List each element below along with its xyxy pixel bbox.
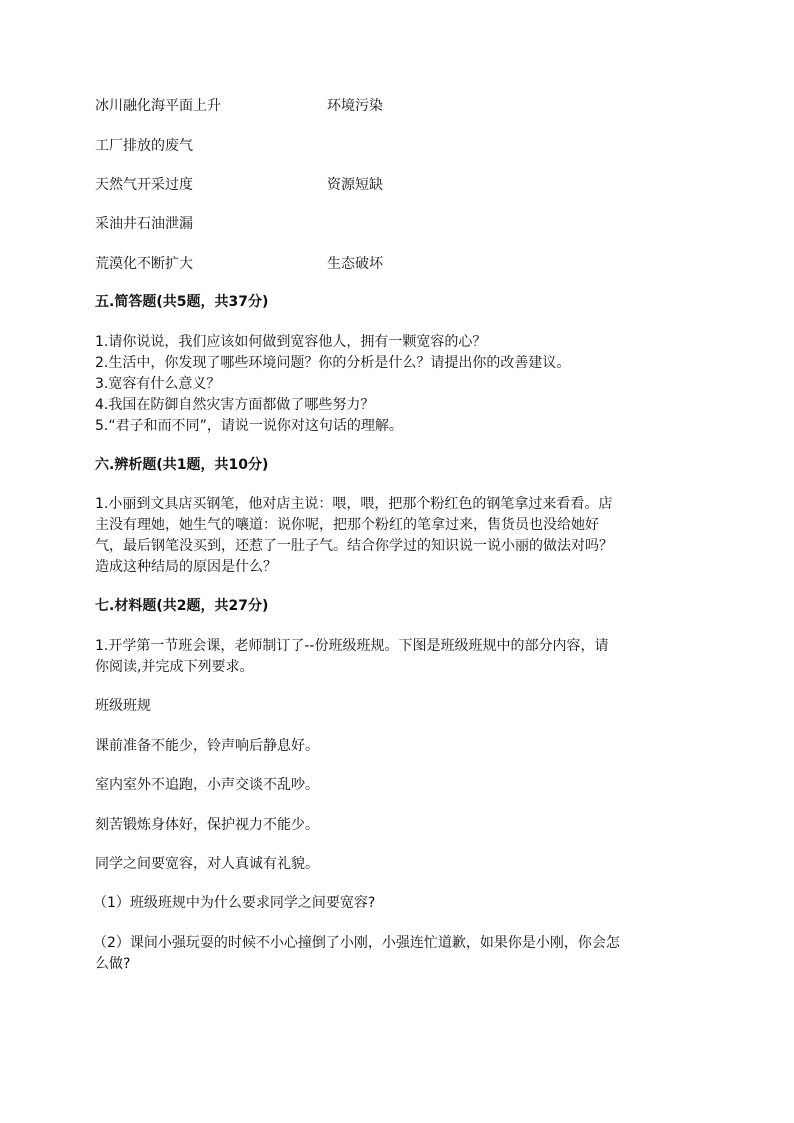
rule-line: 室内室外不追跑，小声交谈不乱吵。 [95,777,319,793]
paragraph-line: 你阅读,并完成下列要求。 [95,659,254,675]
section-heading-6: 六.辨析题(共1题，共10分) [95,457,269,473]
match-right-item: 资源短缺 [327,177,383,193]
sub-question-2: （2）课间小强玩耍的时候不小心撞倒了小刚，小强连忙道歉，如果你是小刚，你会怎 [93,935,620,951]
question-line: 4.我国在防御自然灾害方面都做了哪些努力？ [95,397,375,413]
paragraph-line: 1.开学第一节班会课，老师制订了--份班级班规。下图是班级班规中的部分内容，请 [95,638,609,654]
paragraph-line: 主没有理她，她生气的嚷道：说你呢，把那个粉红的笔拿过来，售货员也没给她好 [95,517,599,533]
question-line: 1.请你说说，我们应该如何做到宽容他人，拥有一颗宽容的心？ [95,334,487,350]
sub-question-1: （1）班级班规中为什么要求同学之间要宽容? [93,895,376,911]
question-line: 5.“君子和而不同”，请说一说你对这句话的理解。 [95,418,403,434]
paragraph-line: 1.小丽到文具店买钢笔，他对店主说：喂，喂，把那个粉红色的钢笔拿过来看看。店 [95,496,613,512]
section-heading-5: 五.简答题(共5题，共37分) [95,294,269,310]
rule-line: 刻苦锻炼身体好，保护视力不能少。 [95,817,319,833]
paragraph-line: 造成这种结局的原因是什么？ [95,559,277,575]
match-right-item: 环境污染 [327,98,383,114]
question-line: 2.生活中，你发现了哪些环境问题？你的分析是什么？请提出你的改善建议。 [95,355,571,371]
match-left-item: 工厂排放的废气 [95,138,193,154]
match-left-item: 冰川融化海平面上升 [95,98,221,114]
match-left-item: 天然气开采过度 [95,177,193,193]
match-right-item: 生态破坏 [327,256,383,272]
rule-line: 同学之间要宽容，对人真诚有礼貌。 [95,856,319,872]
question-line: 3.宽容有什么意义？ [95,376,221,392]
section-heading-7: 七.材料题(共2题，共27分) [95,598,269,614]
rule-line: 课前准备不能少，铃声响后静息好。 [95,738,319,754]
paragraph-line: 气，最后钢笔没买到，还惹了一肚子气。结合你学过的知识说一说小丽的做法对吗？ [95,538,613,554]
sub-question-2-cont: 么做? [95,956,131,972]
match-left-item: 采油井石油泄漏 [95,216,193,232]
match-left-item: 荒漠化不断扩大 [95,256,193,272]
rules-title: 班级班规 [95,698,151,714]
